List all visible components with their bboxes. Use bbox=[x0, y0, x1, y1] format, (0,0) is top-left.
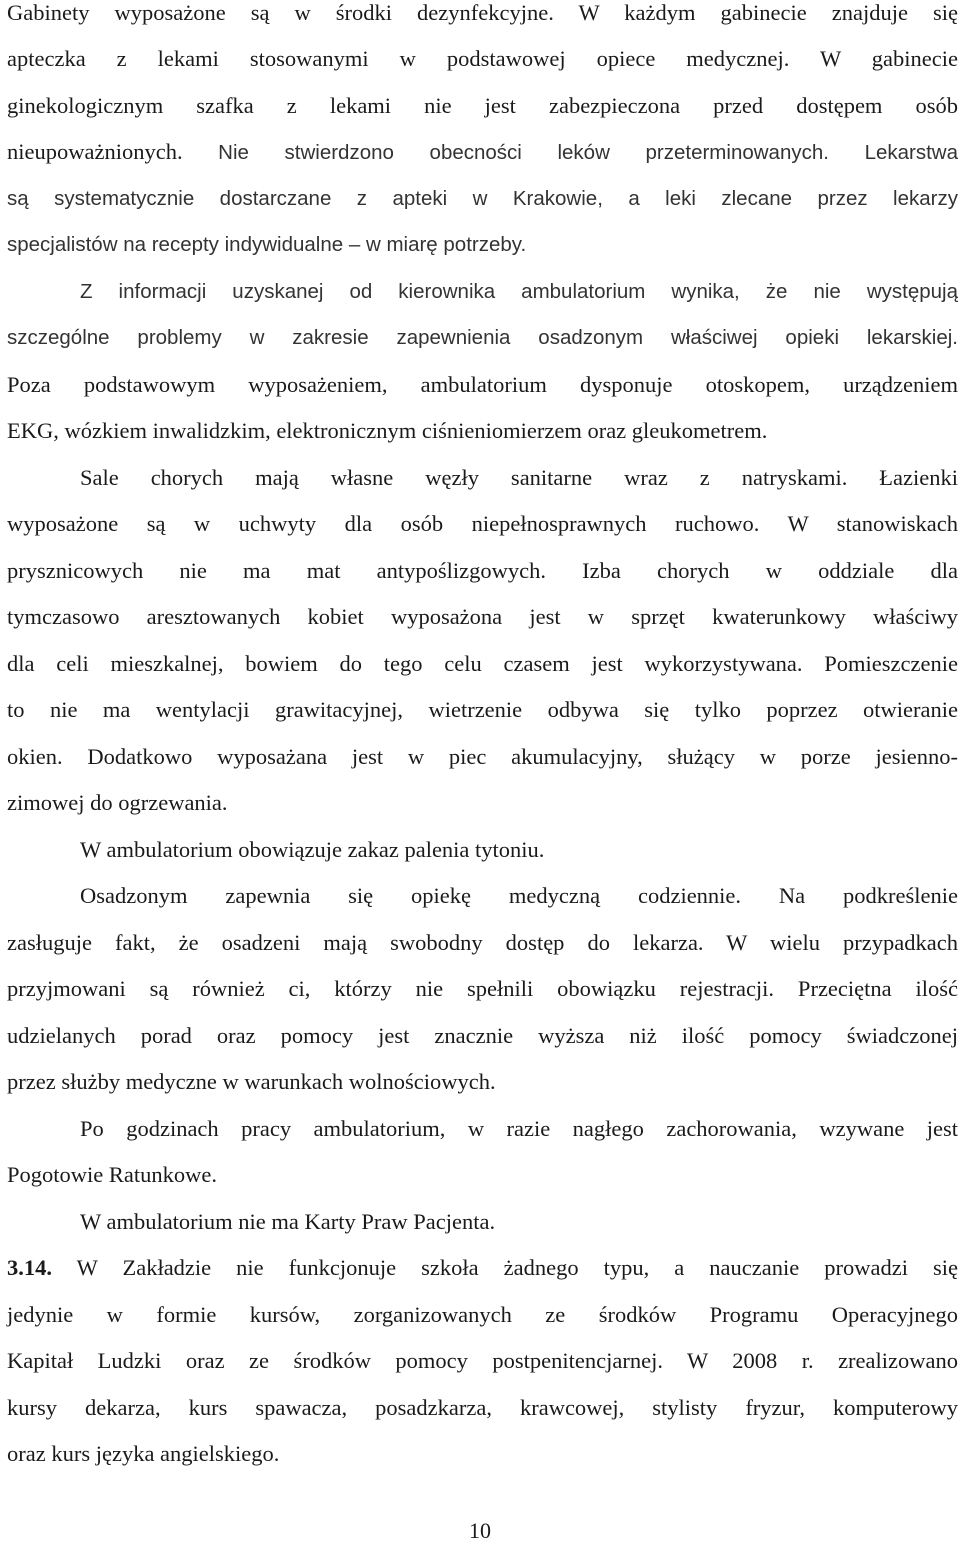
text-line: kursy dekarza, kurs spawacza, posadzkarza, krawcowej, stylisty fryzur, komputerowy bbox=[7, 1395, 958, 1420]
section-number: 3.14. bbox=[7, 1255, 52, 1280]
text-line: Kapitał Ludzki oraz ze środków pomocy postpenitencjarnej. W 2008 r. zrealizowano bbox=[7, 1348, 958, 1373]
text-line: zimowej do ogrzewania. bbox=[7, 790, 228, 815]
text-line: Po godzinach pracy ambulatorium, w razie nagłego zachorowania, wzywane jest bbox=[80, 1116, 958, 1141]
text-line: ginekologicznym szafka z lekami nie jest zabezpieczona przed dostępem osób bbox=[7, 93, 958, 118]
text-line: Osadzonym zapewnia się opiekę medyczną codziennie. Na podkreślenie bbox=[80, 883, 958, 908]
text-line: Z informacji uzyskanej od kierownika ambulatorium wynika, że nie występują bbox=[80, 280, 958, 303]
text-line: dla celi mieszkalnej, bowiem do tego celu czasem jest wykorzystywana. Pomieszczenie bbox=[7, 651, 958, 676]
text-line: 3.14. W Zakładzie nie funkcjonuje szkoła żadnego typu, a nauczanie prowadzi się bbox=[7, 1255, 958, 1280]
text-line: przyjmowani są również ci, którzy nie spełnili obowiązku rejestracji. Przeciętna ilość bbox=[7, 976, 958, 1001]
text-line: specjalistów na recepty indywidualne – w miarę potrzeby. bbox=[7, 233, 527, 256]
text-line: udzielanych porad oraz pomocy jest znacznie wyższa niż ilość pomocy świadczonej bbox=[7, 1023, 958, 1048]
text-line: przez służby medyczne w warunkach wolnościowych. bbox=[7, 1069, 496, 1094]
text-line: prysznicowych nie ma mat antypoślizgowych. Izba chorych w oddziale dla bbox=[7, 558, 958, 583]
text-line: EKG, wózkiem inwalidzkim, elektronicznym ciśnieniomierzem oraz gleukometrem. bbox=[7, 418, 768, 443]
text-line: Gabinety wyposażone są w środki dezynfekcyjne. W każdym gabinecie znajduje się bbox=[7, 0, 958, 25]
text-line: szczególne problemy w zakresie zapewnienia osadzonym właściwej opieki lekarskiej. bbox=[7, 326, 958, 349]
text-line: nieupoważnionych. Nie stwierdzono obecności leków przeterminowanych. Lekarstwa bbox=[7, 139, 959, 164]
document-page bbox=[7, 0, 958, 1548]
page-number: 10 bbox=[469, 1518, 491, 1543]
text-line: oraz kurs języka angielskiego. bbox=[7, 1441, 280, 1466]
text-line: jedynie w formie kursów, zorganizowanych ze środków Programu Operacyjnego bbox=[7, 1302, 958, 1327]
text-line: Pogotowie Ratunkowe. bbox=[7, 1162, 217, 1187]
text-line: apteczka z lekami stosowanymi w podstawowej opiece medycznej. W gabinecie bbox=[7, 46, 958, 71]
text-line: wyposażone są w uchwyty dla osób niepełnosprawnych ruchowo. W stanowiskach bbox=[7, 511, 958, 536]
text-line: zasługuje fakt, że osadzeni mają swobodny dostęp do lekarza. W wielu przypadkach bbox=[7, 930, 958, 955]
text-line: W ambulatorium nie ma Karty Praw Pacjenta. bbox=[80, 1209, 496, 1234]
text-line: Sale chorych mają własne węzły sanitarne wraz z natryskami. Łazienki bbox=[80, 465, 958, 490]
text-line: tymczasowo aresztowanych kobiet wyposażona jest w sprzęt kwaterunkowy właściwy bbox=[7, 604, 958, 629]
text-line: Poza podstawowym wyposażeniem, ambulatorium dysponuje otoskopem, urządzeniem bbox=[7, 372, 958, 397]
text-line: są systematycznie dostarczane z apteki w Krakowie, a leki zlecane przez lekarzy bbox=[7, 187, 958, 210]
text-line: to nie ma wentylacji grawitacyjnej, wietrzenie odbywa się tylko poprzez otwieranie bbox=[7, 697, 958, 722]
text-line: okien. Dodatkowo wyposażana jest w piec akumulacyjny, służący w porze jesienno- bbox=[7, 744, 958, 769]
text-line: W ambulatorium obowiązuje zakaz palenia tytoniu. bbox=[80, 837, 545, 862]
